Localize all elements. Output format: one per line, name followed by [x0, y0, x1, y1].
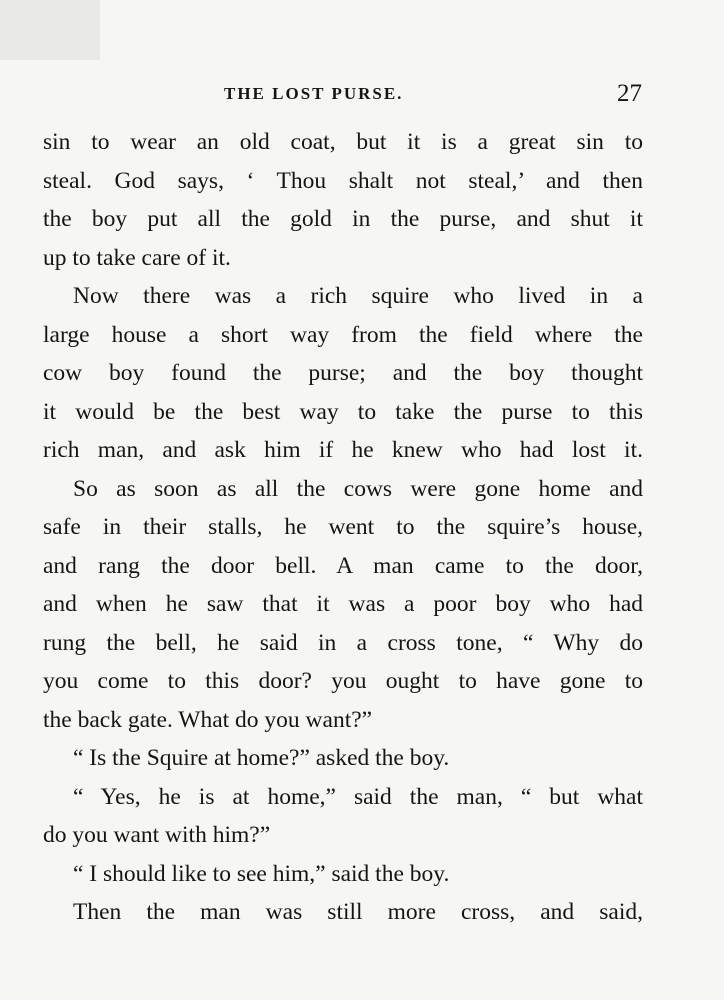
text-line: the back gate. What do you want?” [43, 706, 373, 733]
text-line: Then the man was still more cross, and said, [73, 899, 643, 925]
text-line: rung the bell, he said in a cross tone, “ Why do [43, 629, 643, 656]
text-line: safe in their stalls, he went to the squire’s house, [43, 514, 643, 540]
running-head [0, 80, 724, 110]
text-line: So as soon as all the cows were gone home and [73, 475, 643, 502]
chapter-title: THE LOST PURSE. [224, 84, 404, 103]
page-number: 27 [617, 80, 642, 107]
text-line: up to take care of it. [43, 244, 231, 271]
text-line: do you want with him?” [43, 822, 271, 848]
text-line: large house a short way from the field where the [43, 321, 643, 348]
text-line: it would be the best way to take the purse to this [43, 398, 643, 425]
text-line: sin to wear an old coat, but it is a great sin to [43, 129, 643, 155]
text-line: “ Is the Squire at home?” asked the boy. [73, 745, 450, 771]
text-line: cow boy found the purse; and the boy thought [43, 360, 643, 386]
scan-shading [0, 0, 100, 60]
body-text [43, 123, 643, 932]
text-line: and when he saw that it was a poor boy who had [43, 591, 643, 617]
text-line: you come to this door? you ought to have gone to [43, 668, 643, 694]
text-line: steal. God says, ‘ Thou shalt not steal,’ and then [43, 167, 643, 194]
text-line: “ I should like to see him,” said the boy. [73, 860, 450, 887]
text-line: “ Yes, he is at home,” said the man, “ but what [73, 783, 643, 810]
text-line: rich man, and ask him if he knew who had lost it. [43, 437, 643, 463]
text-line: and rang the door bell. A man came to the door, [43, 552, 643, 579]
text-line: the boy put all the gold in the purse, and shut it [43, 206, 643, 232]
text-line: Now there was a rich squire who lived in a [73, 283, 643, 309]
